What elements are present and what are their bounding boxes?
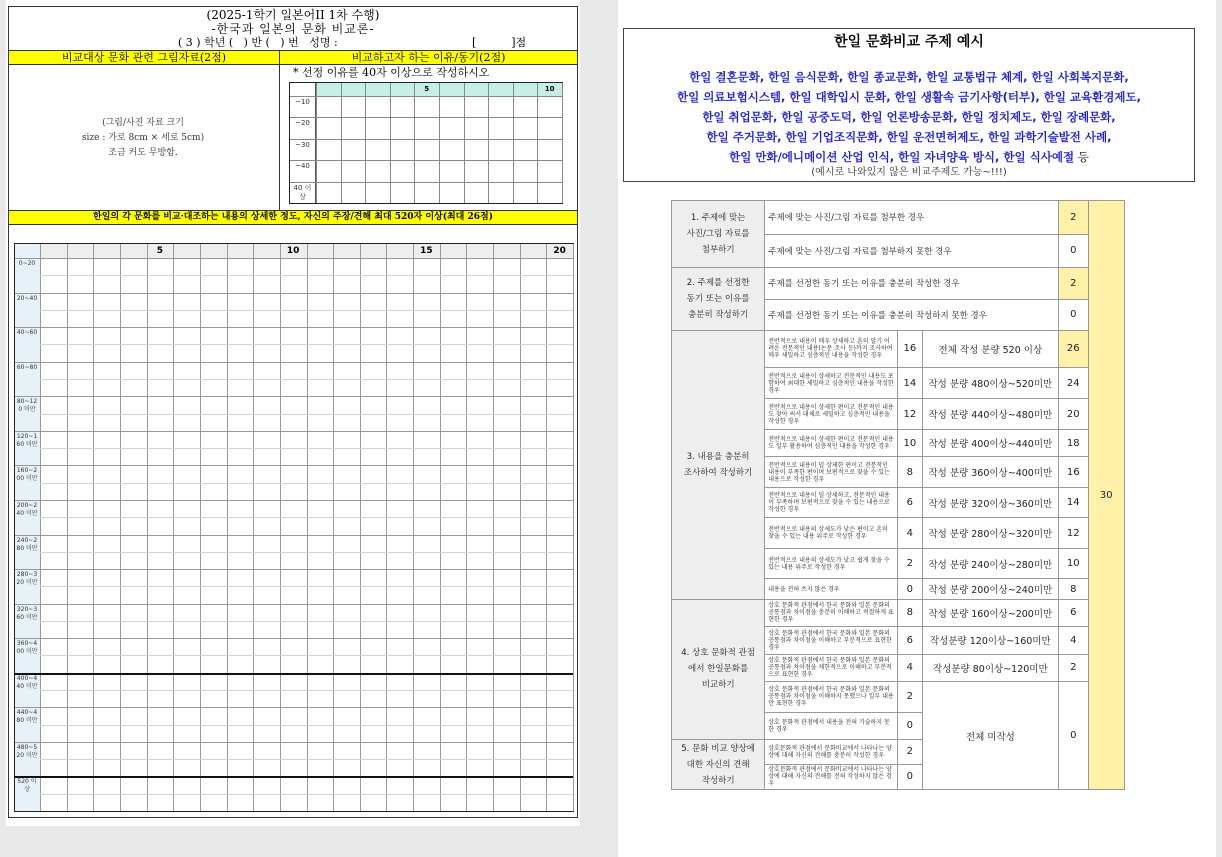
- grid-line: [315, 83, 316, 203]
- image-size-note: (그림/사진 자료 크기 size : 가로 8cm × 세로 5cm) 조금 커도 무방함.: [81, 118, 205, 158]
- essay-grid-row-label: 160~200 미만: [16, 467, 38, 483]
- rubric-description: 전반적으로 내용이 매우 상세하고 흔히 알기 어려운 전문적인 내용(논문 조사 등)까지 조사하여 매우 세밀하고 심층적인 내용을 작성한 경우: [765, 331, 898, 368]
- volume-label: 전체 미작성: [922, 682, 1058, 790]
- rubric-points: 6: [897, 627, 922, 654]
- volume-points: 16: [1058, 457, 1088, 488]
- volume-points: 26: [1058, 331, 1088, 368]
- grid-line: [40, 517, 573, 518]
- essay-grid-col-mark: 15: [420, 246, 433, 256]
- grid-line: [280, 244, 281, 811]
- topic-list: [624, 67, 1194, 167]
- volume-points: 12: [1058, 518, 1088, 549]
- grid-line: [120, 244, 121, 811]
- grid-line: [414, 83, 415, 203]
- essay-grid-row-label: 200~240 미만: [16, 501, 38, 517]
- essay-grid-row-label: 280~320 미만: [16, 571, 38, 587]
- rubric-description: 상호 문화적 관점에서 한국 문화와 일본 문화의 공통점과 차이점을 충분히 이해하고 적절하게 표현한 경우: [765, 599, 898, 626]
- criterion-label: [672, 740, 765, 790]
- rubric-table: [671, 200, 1125, 790]
- essay-grid-col-mark: 10: [286, 246, 300, 256]
- rubric-points: 10: [897, 429, 922, 456]
- grid-line: [15, 742, 573, 743]
- grid-line: [290, 96, 562, 97]
- volume-label: 작성 분량 280이상~320미만: [922, 518, 1058, 549]
- grid-line: [413, 244, 414, 811]
- student-info-line: ( 3 ) 학년 ( ) 반 ( ) 번 성명 :: [178, 36, 338, 49]
- grid-line: [93, 244, 94, 811]
- left-page: [6, 0, 580, 826]
- grid-line: [290, 117, 562, 118]
- volume-label: 작성 분량 360이상~400미만: [922, 457, 1058, 488]
- criterion-label-line: 비교하기: [701, 680, 735, 691]
- grid-line: [562, 83, 563, 203]
- essay-grid-row-label: 60~80: [16, 363, 38, 371]
- grid-line: [15, 431, 573, 432]
- grid-line: [67, 244, 68, 811]
- grid-line: [365, 83, 366, 203]
- grid-line: [15, 293, 573, 294]
- total-score: 30: [1088, 201, 1124, 790]
- rubric-points: 0: [1058, 299, 1088, 331]
- topic-line: 한일 주거문화, 한일 기업조직문화, 한일 운전면허제도, 한일 과학기술발전 사례,: [706, 130, 1112, 144]
- grid-line: [40, 310, 573, 311]
- volume-label: 작성 분량 200이상~240미만: [922, 579, 1058, 599]
- grid-line: [341, 83, 342, 203]
- rubric-description: 전반적으로 내용이 덜 상세하고, 전문적인 내용이 부족하며 보편적으로 찾을 수 있는 내용으로 작성한 경우: [765, 487, 898, 518]
- grid-line: [227, 244, 228, 811]
- essay-grid-row-label: 440~480 미만: [16, 709, 38, 725]
- rubric-points: 16: [897, 331, 922, 368]
- volume-points: 10: [1058, 548, 1088, 579]
- essay-grid-row-label: 120~160 미만: [16, 432, 38, 448]
- grid-line: [15, 535, 573, 536]
- grid-line: [15, 465, 573, 466]
- essay-grid-row-label: 400~440 미만: [16, 674, 38, 690]
- grid-line: [546, 244, 547, 811]
- essay-grid-row-label: 20~40: [16, 294, 38, 302]
- rubric-description: 내용을 전혀 쓰지 않은 경우: [765, 579, 898, 599]
- volume-label: 작성 분량 240이상~280미만: [922, 548, 1058, 579]
- grid-line: [439, 83, 440, 203]
- rubric-points: 8: [897, 599, 922, 626]
- rubric-description: 전반적으로 내용의 상세도가 낮은 편이고 흔히 찾을 수 있는 내용 위주로 작성한 경우: [765, 518, 898, 549]
- volume-points: 20: [1058, 399, 1088, 430]
- grid-line: [40, 759, 573, 760]
- rubric-description: 상호 문화적 관점에서 내용을 전혀 기술하지 못한 경우: [765, 712, 898, 739]
- reason-writing-grid[interactable]: [289, 82, 563, 204]
- grid-line: [466, 244, 467, 811]
- image-section-header: 비교대상 문화 관련 그림자료(2점): [8, 50, 280, 65]
- topic-line: 한일 의료보험시스템, 한일 대학입시 문화, 한일 생활속 금기사항(터부), 한일 교육환경제도,: [677, 90, 1141, 104]
- rubric-description: 주제에 맞는 사진/그림 자료를 첨부하지 못한 경우: [765, 234, 1059, 268]
- criterion-label-line: 동기 또는 이유를: [686, 294, 750, 305]
- reason-section-header: 비교하고자 하는 이유/동기(2점): [279, 50, 578, 65]
- rubric-row: [672, 599, 1125, 626]
- grid-line: [537, 83, 538, 203]
- topic-example-box: [623, 28, 1195, 182]
- grid-line: [290, 182, 562, 183]
- essay-grid-row-label: 240~280 미만: [16, 536, 38, 552]
- rubric-description: 상호문화적 관점에서 문화비교에서 나타나는 양상에 대해 자신의 견해를 전혀 작성하지 않은 경우: [765, 764, 898, 789]
- essay-grid-row-label: 0~20: [18, 260, 36, 267]
- grid-line: [40, 621, 573, 622]
- reason-grid-row-label: 40 이상: [293, 183, 312, 201]
- grid-line: [40, 725, 573, 726]
- grid-line: [290, 160, 562, 161]
- grid-line: [290, 139, 562, 140]
- criterion-label: [672, 268, 765, 331]
- grid-line: [15, 362, 573, 363]
- rubric-points: 2: [897, 682, 922, 713]
- rubric-description: 전반적으로 내용이 덜 상세한 편이고 전문적인 내용이 부족한 편이며 보편적으로 찾을 수 있는 내용으로 작성한 경우: [765, 457, 898, 488]
- exam-subtitle: -한국과 일본의 문화 비교론-: [211, 22, 375, 36]
- volume-label: 작성 분량 480이상~520미만: [922, 367, 1058, 399]
- image-upload-area[interactable]: [8, 64, 280, 210]
- rubric-description: 전반적으로 내용이 상세한 편이고 전문적인 내용도 일부 활용하여 심층적인 내용을 작성한 경우: [765, 429, 898, 456]
- topic-title: 한일 문화비교 주제 예시: [834, 34, 984, 50]
- rubric-description: 전반적으로 내용이 상세한 편이고 전문적인 내용도 찾아 써서 대체로 세밀하고 심층적인 내용을 작성한 경우: [765, 399, 898, 430]
- volume-label: 작성 분량 440이상~480미만: [922, 399, 1058, 430]
- grid-line: [40, 655, 573, 656]
- essay-writing-grid[interactable]: [14, 243, 574, 812]
- reason-grid-row-label: ~30: [295, 140, 310, 149]
- criterion-label: [672, 331, 765, 600]
- rubric-points: 0: [897, 712, 922, 739]
- criterion-label-line: 1. 주제에 맞는: [690, 213, 746, 224]
- reason-grid-row-label: ~10: [295, 98, 310, 106]
- grid-line: [40, 690, 573, 691]
- grid-line: [440, 244, 441, 811]
- rubric-description: 상호 문화적 관점에서 한국 문화와 일본 문화의 공통점과 차이점을 제한적으로 이해하고 부분적으로 표현한 경우: [765, 654, 898, 681]
- grid-line: [15, 500, 573, 501]
- volume-points: 8: [1058, 579, 1088, 599]
- grid-line: [386, 244, 387, 811]
- rubric-points: 12: [897, 399, 922, 430]
- grid-line: [15, 604, 573, 605]
- criterion-label-line: 작성하기: [701, 775, 735, 786]
- volume-label: 작성 분량 400이상~440미만: [922, 429, 1058, 456]
- grid-line: [253, 244, 254, 811]
- rubric-description: 전반적으로 내용이 상세하고 전문적인 내용도 포함하여 최대한 세밀하고 심층적인 내용을 작성한 경우: [765, 367, 898, 399]
- grid-line: [15, 638, 573, 639]
- grid-line: [15, 776, 573, 778]
- score-box: [ ]점: [472, 36, 527, 49]
- reason-grid-row-label: ~40: [295, 162, 310, 171]
- rubric-row: [672, 201, 1125, 235]
- grid-line: [488, 83, 489, 203]
- grid-line: [40, 586, 573, 587]
- volume-label: 작성 분량 320이상~360미만: [922, 487, 1058, 518]
- rubric-points: 2: [897, 548, 922, 579]
- grid-line: [40, 448, 573, 449]
- volume-points: 18: [1058, 429, 1088, 456]
- criterion-label-line: 에서 한일문화를: [688, 664, 749, 675]
- grid-line: [40, 379, 573, 380]
- rubric-description: 상호 문화적 관점에서 한국 문화와 일본 문화의 공통점과 차이점을 이해하지 못했으나 일부 내용만 표현한 경우: [765, 682, 898, 713]
- right-page: [618, 0, 1216, 857]
- topic-line: 한일 만화/에니메이션 산업 인식, 한일 자녀양육 방식, 한일 식사예절: [729, 150, 1075, 164]
- grid-line: [513, 83, 514, 203]
- grid-line: [493, 244, 494, 811]
- criterion-label-line: 사진/그림 자료를: [686, 229, 750, 240]
- volume-label: 작성분량 80이상~120미만: [922, 654, 1058, 681]
- grid-line: [360, 244, 361, 811]
- grid-line: [40, 483, 573, 484]
- essay-grid-row-label: 520 이상: [17, 778, 37, 794]
- rubric-points: 2: [1058, 201, 1088, 235]
- grid-line: [40, 794, 573, 795]
- volume-label: 작성 분량 160이상~200미만: [922, 599, 1058, 626]
- grid-line: [520, 244, 521, 811]
- criterion-label-line: 조사하여 작성하기: [683, 467, 753, 478]
- grid-line: [147, 244, 148, 811]
- rubric-points: 0: [897, 579, 922, 599]
- volume-points: 4: [1058, 627, 1088, 654]
- essay-grid-col-mark: 20: [553, 246, 566, 256]
- rubric-row: [672, 331, 1125, 368]
- grid-line: [40, 244, 41, 811]
- volume-points: 0: [1058, 682, 1088, 790]
- essay-grid-col-mark: 5: [156, 246, 164, 256]
- essay-grid-row-label: 360~400 미만: [16, 640, 38, 656]
- rubric-points: 0: [897, 764, 922, 789]
- grid-line: [173, 244, 174, 811]
- rubric-row: [672, 268, 1125, 300]
- rubric-description: 주제를 선정한 동기 또는 이유를 충분히 작성한 경우: [765, 268, 1059, 300]
- topic-line: 한일 취업문화, 한일 공중도덕, 한일 언론방송문화, 한일 정치제도, 한일 장례문화,: [702, 110, 1116, 124]
- grid-line: [333, 244, 334, 811]
- criterion-label-line: 4. 상호 문화적 관점: [681, 648, 755, 659]
- reason-grid-col-mark: 10: [544, 85, 555, 93]
- rubric-points: 4: [897, 654, 922, 681]
- reason-grid-row-label: ~20: [295, 119, 310, 128]
- grid-line: [40, 344, 573, 345]
- grid-line: [15, 327, 573, 328]
- volume-points: 24: [1058, 367, 1088, 399]
- criterion-label-line: 첨부하기: [701, 245, 735, 256]
- rubric-points: 0: [1058, 234, 1088, 268]
- rubric-points: 2: [1058, 268, 1088, 300]
- essay-grid-row-label: 480~520 미만: [16, 743, 38, 759]
- essay-grid-row-label: 320~360 미만: [16, 605, 38, 621]
- criterion-label-line: 3. 내용을 충분히: [686, 451, 750, 462]
- exam-title: (2025-1학기 일본어II 1차 수행): [206, 8, 380, 22]
- rubric-description: 주제에 맞는 사진/그림 자료를 첨부한 경우: [765, 201, 1059, 235]
- rubric-points: 8: [897, 457, 922, 488]
- essay-grid-row-label: 40~60: [16, 329, 38, 337]
- volume-points: 2: [1058, 654, 1088, 681]
- grid-line: [15, 396, 573, 397]
- topic-note: (예시로 나와있지 않은 비교주제도 가능~!!!): [811, 167, 1007, 178]
- criterion-label-line: 2. 주제를 선정한: [686, 278, 750, 289]
- essay-section-header: 한일의 각 문화를 비교·대조하는 내용의 상세한 정도, 자신의 주장/견해 최대 520자 이상(최대 26점): [8, 210, 578, 225]
- criterion-label-line: 5. 문화 비교 양상에: [681, 743, 755, 754]
- criterion-label-line: 충분히 작성하기: [688, 310, 749, 321]
- volume-label: 전체 작성 분량 520 이상: [922, 331, 1058, 368]
- grid-line: [15, 569, 573, 570]
- criterion-label: [672, 201, 765, 268]
- rubric-points: 4: [897, 518, 922, 549]
- grid-line: [464, 83, 465, 203]
- volume-points: 6: [1058, 599, 1088, 626]
- grid-line: [15, 673, 573, 675]
- grid-line: [307, 244, 308, 811]
- volume-points: 14: [1058, 487, 1088, 518]
- grid-line: [316, 83, 317, 203]
- grid-line: [15, 258, 573, 259]
- rubric-description: 상호 문화적 관점에서 한국 문화와 일본 문화의 공통점과 차이점을 이해하고 부분적으로 표현한 경우: [765, 627, 898, 654]
- grid-line: [200, 244, 201, 811]
- grid-line: [15, 707, 573, 708]
- topic-line: 한일 결혼문화, 한일 음식문화, 한일 종교문화, 한일 교통법규 체계, 한일 사회복지문화,: [689, 70, 1129, 84]
- reason-grid-col-mark: 5: [424, 85, 430, 93]
- grid-line: [40, 414, 573, 415]
- grid-line: [40, 275, 573, 276]
- grid-line: [390, 83, 391, 203]
- rubric-description: 주제를 선정한 동기 또는 이유를 충분히 작성하지 못한 경우: [765, 299, 1059, 331]
- rubric-description: 상호문화적 관점에서 문화비교에서 나타나는 양상에 대해 자신의 견해를 충분히 작성한 경우: [765, 740, 898, 765]
- criterion-label: [672, 599, 765, 739]
- essay-grid-row-label: 80~120 미만: [16, 398, 38, 414]
- rubric-points: 2: [897, 740, 922, 765]
- grid-line: [573, 244, 574, 811]
- volume-label: 작성분량 120이상~160미만: [922, 627, 1058, 654]
- rubric-points: 6: [897, 487, 922, 518]
- rubric-description: 전반적으로 내용의 상세도가 낮고 쉽게 찾을 수 있는 내용 위주로 작성한 경우: [765, 548, 898, 579]
- topic-suffix: 등: [1074, 150, 1089, 164]
- criterion-label-line: 대한 자신의 견해: [686, 759, 750, 770]
- grid-line: [40, 552, 573, 553]
- reason-instruction: * 선정 이유를 40자 이상으로 작성하시오: [293, 66, 490, 79]
- rubric-points: 14: [897, 367, 922, 399]
